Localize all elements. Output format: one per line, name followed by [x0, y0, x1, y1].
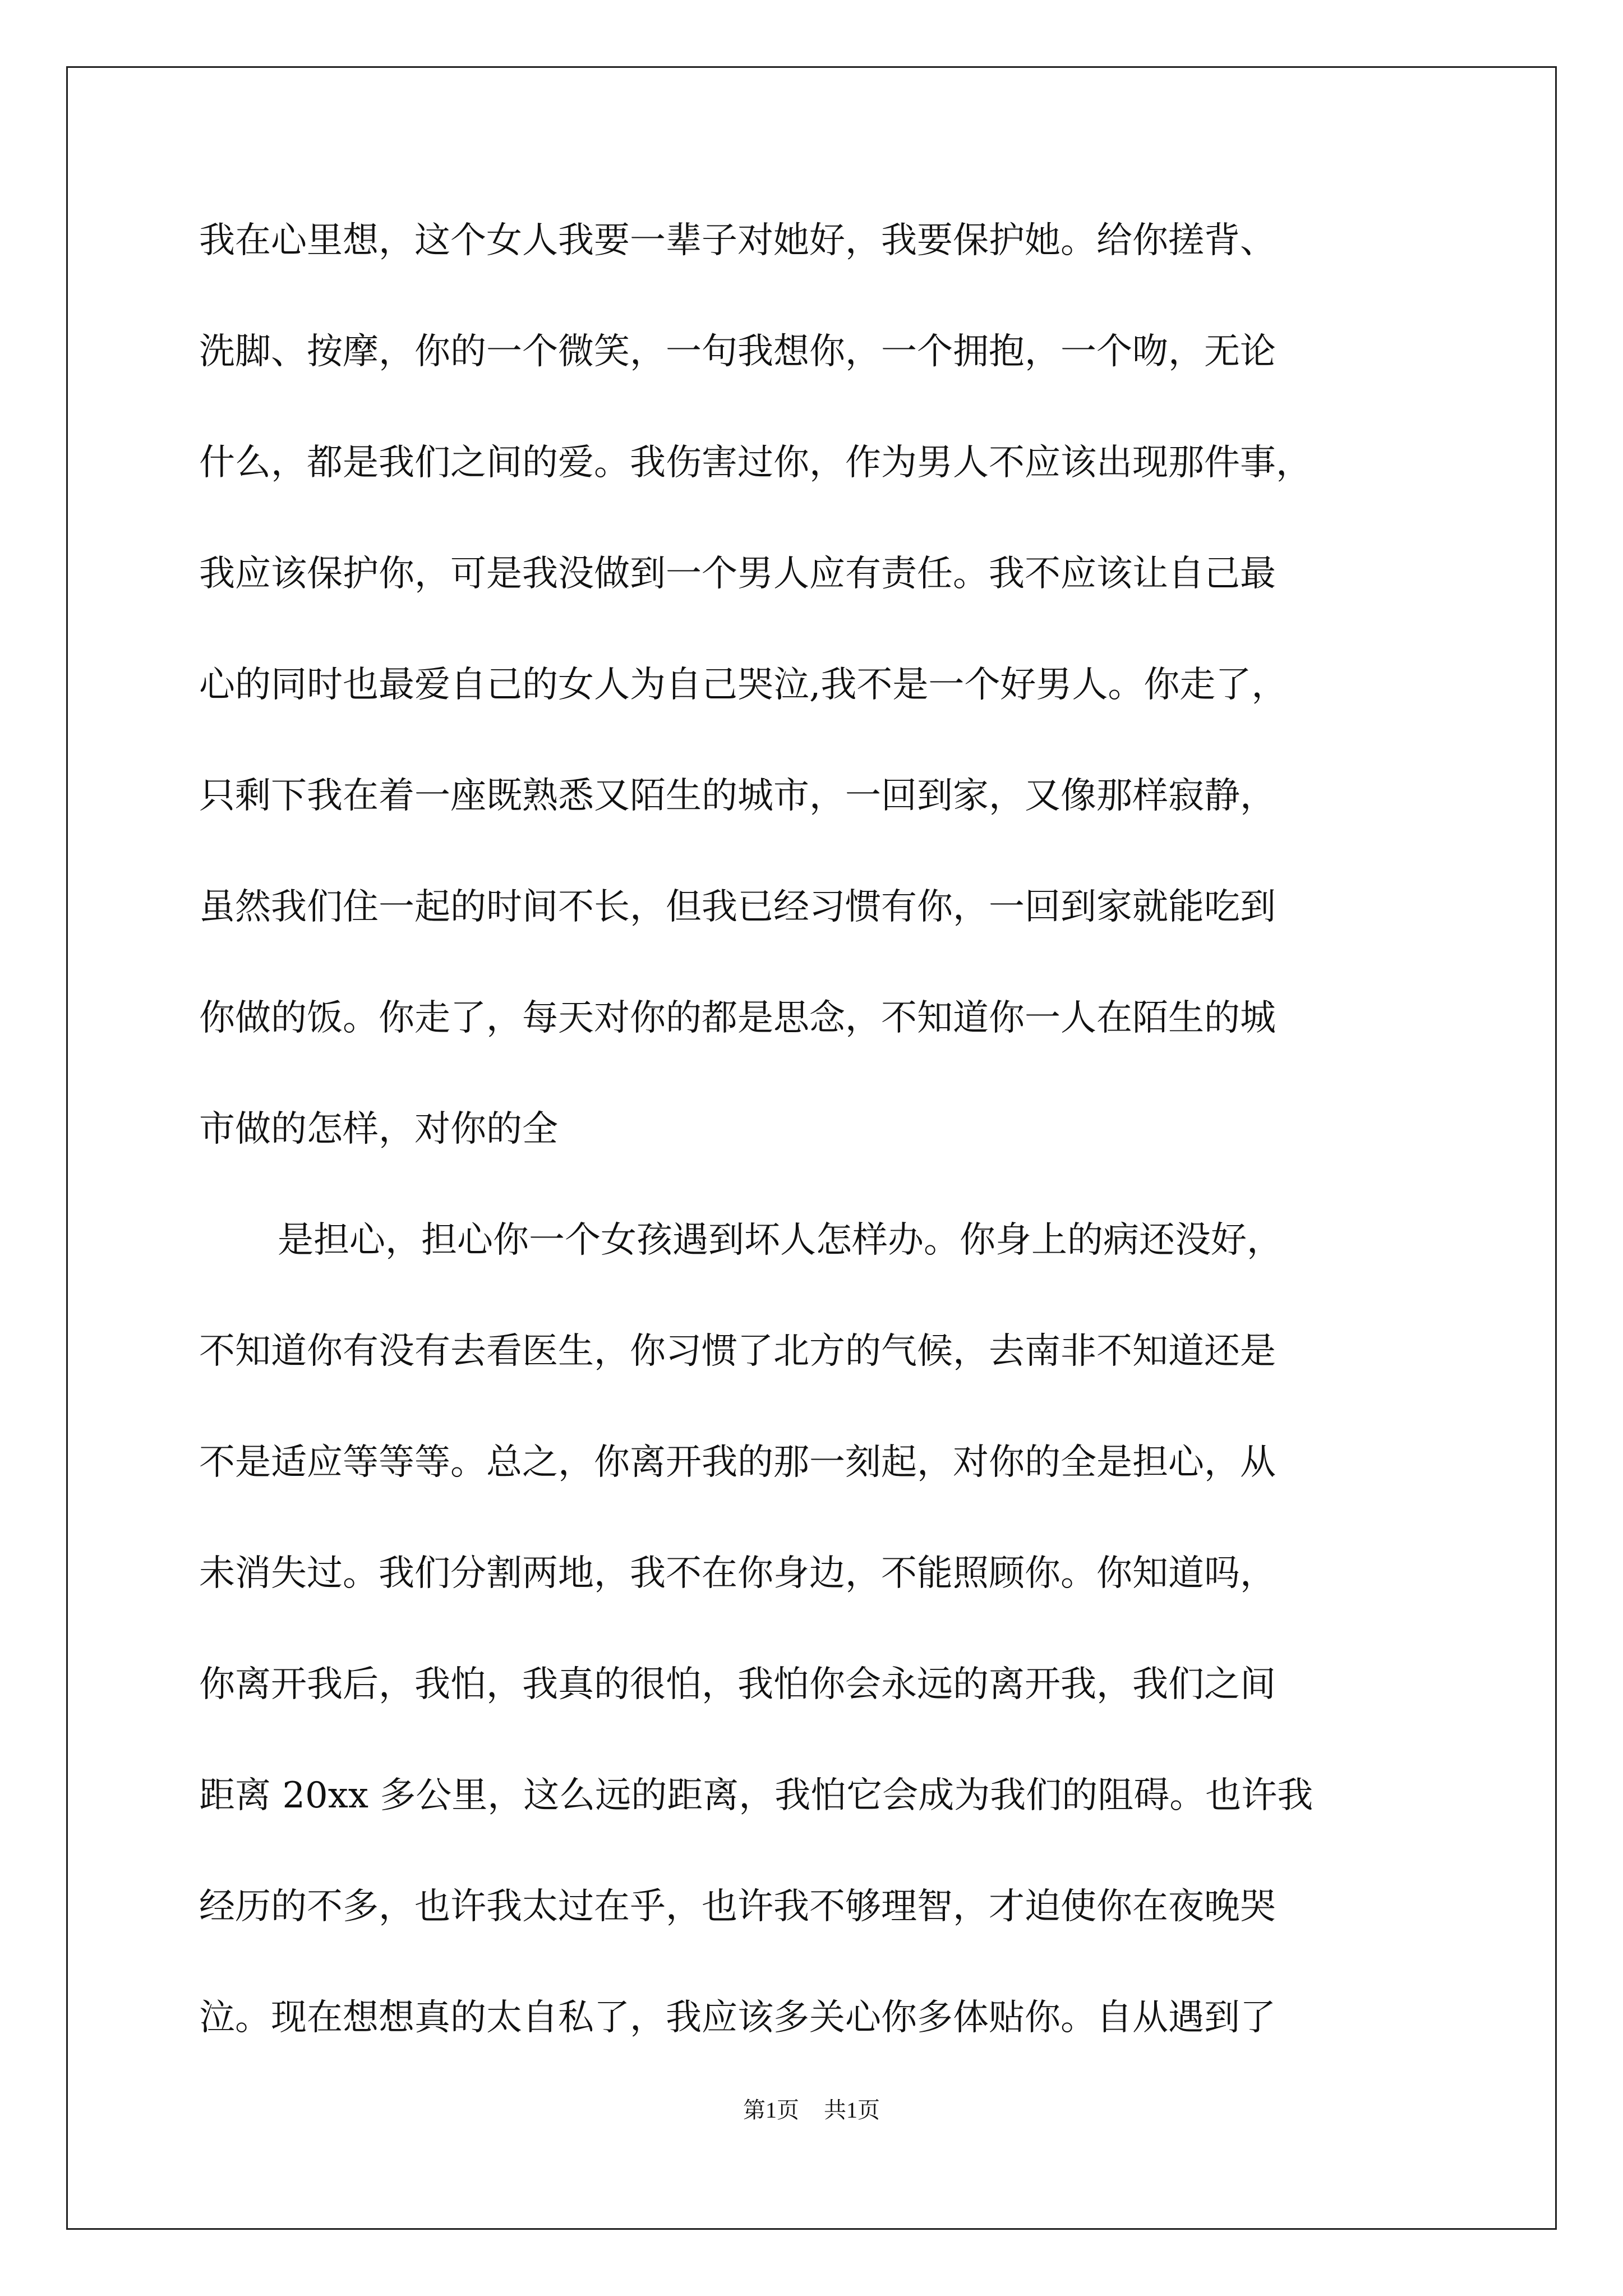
- text-line: 泣。现在想想真的太自私了，我应该多关心你多体贴你。自从遇到了: [199, 1997, 1276, 2039]
- page-footer: [0, 2092, 1623, 2124]
- text-line: 市做的怎样，对你的全: [199, 1108, 558, 1150]
- text-line: 我应该保护你，可是我没做到一个男人应有责任。我不应该让自己最: [199, 553, 1276, 595]
- text-line: 只剩下我在着一座既熟悉又陌生的城市，一回到家，又像那样寂静，: [199, 775, 1276, 817]
- text-line: 什么，都是我们之间的爱。我伤害过你，作为男人不应该出现那件事，: [199, 442, 1312, 484]
- text-line: 距离 20xx 多公里，这么远的距离，我怕它会成为我们的阻碍。也许我: [199, 1775, 1313, 1816]
- text-line-paragraph-start: 是担心，担心你一个女孩遇到坏人怎样办。你身上的病还没好，: [278, 1220, 1283, 1261]
- text-line: 你离开我后，我怕，我真的很怕，我怕你会永远的离开我，我们之间: [199, 1664, 1276, 1705]
- text-line: 我在心里想，这个女人我要一辈子对她好，我要保护她。给你搓背、: [199, 220, 1276, 261]
- text-line: 心的同时也最爱自己的女人为自己哭泣,我不是一个好男人。你走了，: [199, 664, 1288, 706]
- text-line: 未消失过。我们分割两地，我不在你身边，不能照顾你。你知道吗，: [199, 1553, 1276, 1594]
- text-line: 洗脚、按摩，你的一个微笑，一句我想你，一个拥抱，一个吻，无论: [199, 331, 1276, 372]
- text-line: 虽然我们住一起的时间不长，但我已经习惯有你，一回到家就能吃到: [199, 886, 1276, 928]
- document-body: [199, 185, 1433, 2073]
- page-number: 第1页: [743, 2097, 799, 2123]
- text-line: 你做的饭。你走了，每天对你的都是思念，不知道你一人在陌生的城: [199, 997, 1276, 1039]
- text-line: 不知道你有没有去看医生，你习惯了北方的气候，去南非不知道还是: [199, 1331, 1276, 1372]
- page-total: 共1页: [824, 2097, 880, 2123]
- text-line: 经历的不多，也许我太过在乎，也许我不够理智，才迫使你在夜晚哭: [199, 1886, 1276, 1927]
- text-line: 不是适应等等等。总之，你离开我的那一刻起，对你的全是担心，从: [199, 1442, 1276, 1483]
